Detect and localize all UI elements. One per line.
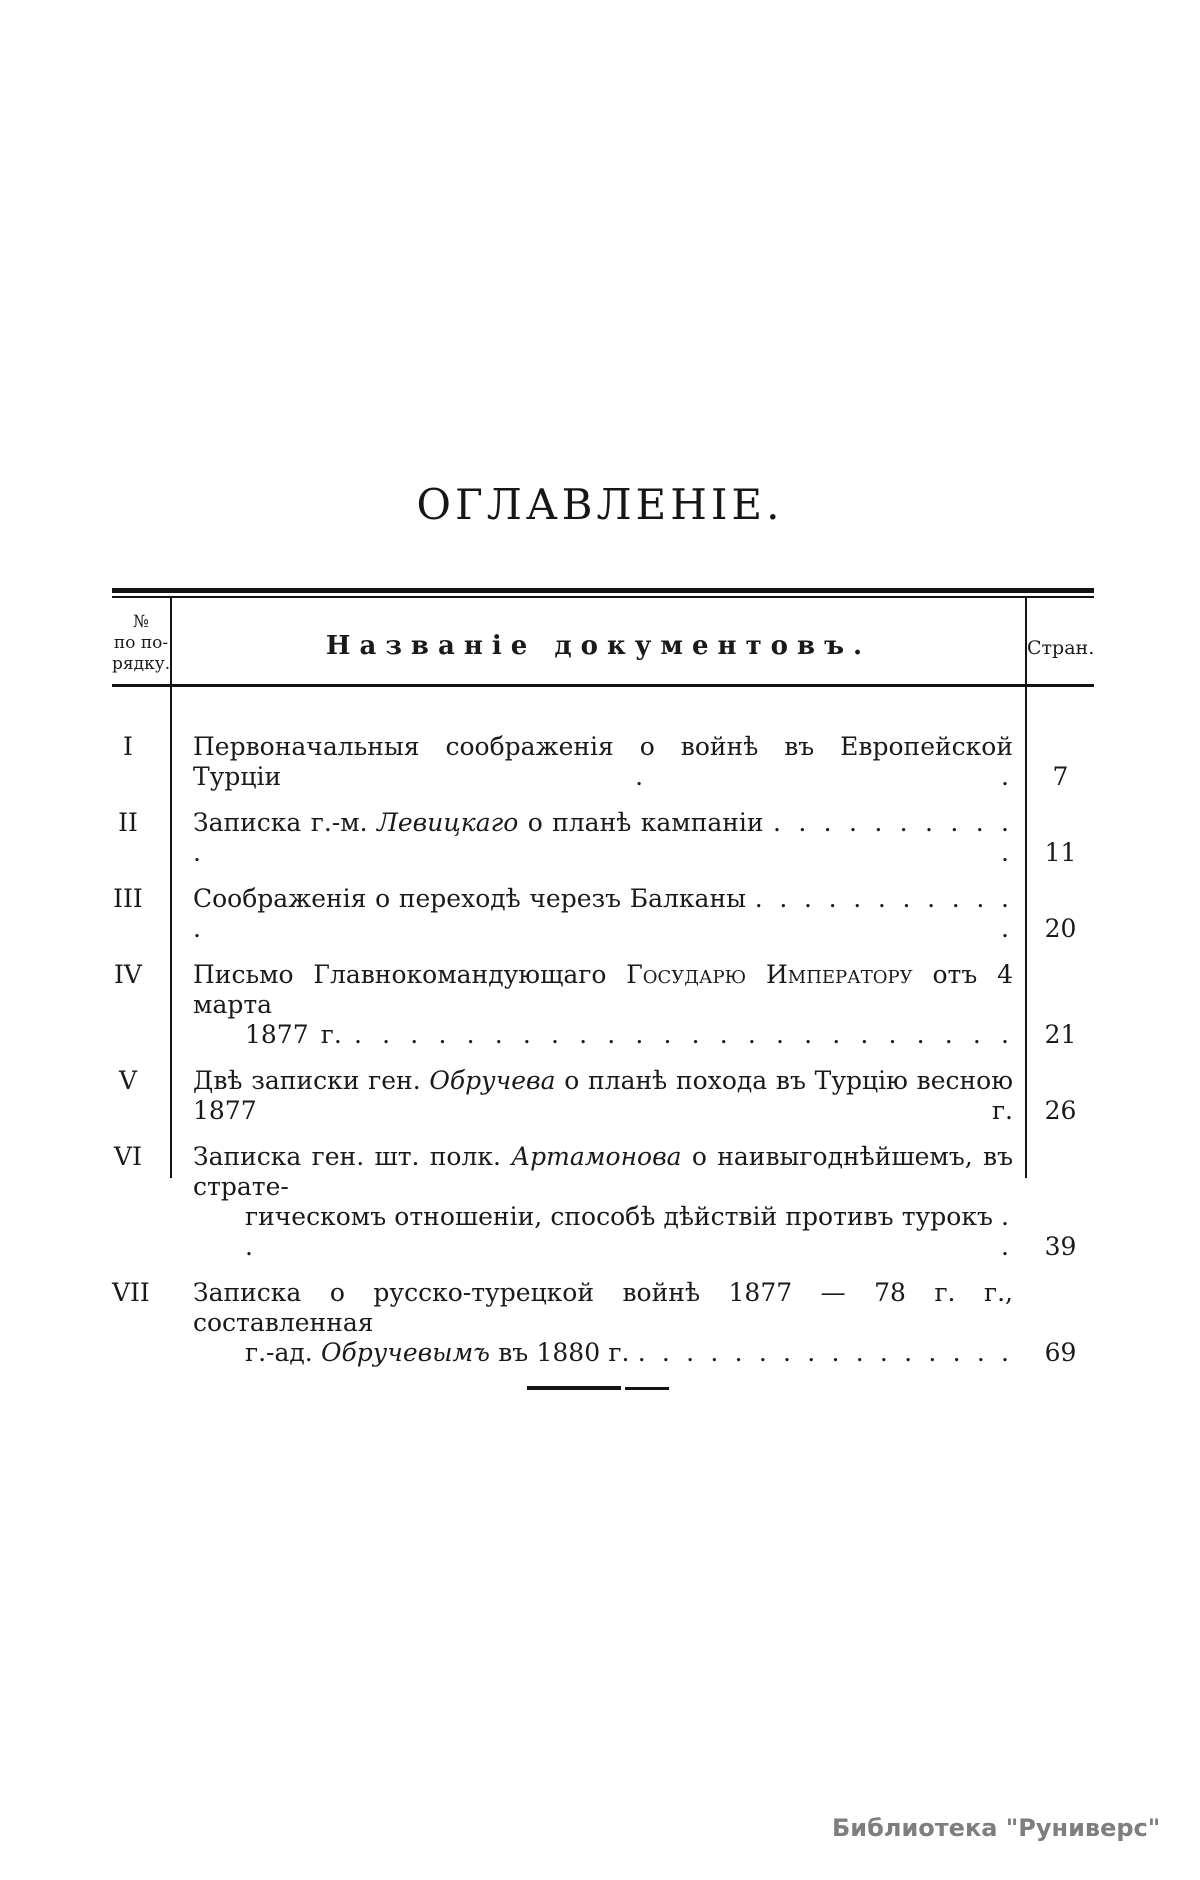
row-title-line: [193, 884, 1013, 944]
toc-row: [112, 884, 1094, 944]
text-segment: о планѣ кампаніи: [518, 808, 773, 837]
header-page-label: Стран.: [1027, 637, 1095, 659]
row-title: [170, 1066, 1027, 1126]
text-segment: о наивыгоднѣйшемъ, въ страте-: [193, 1142, 1013, 1201]
table-top-rule: [112, 588, 1094, 598]
row-title-line: [193, 1278, 1013, 1338]
dot-leader: . . .: [245, 1202, 1013, 1261]
header-number-line2: по по-: [113, 632, 169, 653]
dot-leader: . . . . . . . . . . . . .: [193, 884, 1014, 943]
toc-rows: [112, 687, 1094, 1367]
row-number: I: [123, 732, 133, 761]
text-segment: Соображенія о переходѣ черезъ Балканы: [193, 884, 755, 913]
row-title-line: [193, 1338, 1013, 1368]
text-segment: Записка ген. шт. полк.: [193, 1142, 512, 1171]
header-number-line3: рядку.: [112, 653, 171, 674]
row-page-number: 11: [1044, 838, 1077, 867]
header-number-line1: №: [132, 611, 150, 632]
text-segment: о планѣ похода въ Турцію весною 1877 г.: [193, 1066, 1013, 1125]
toc-row: [112, 960, 1094, 1050]
text-segment: въ 1880 г.: [489, 1338, 638, 1367]
row-page-number: 21: [1044, 1020, 1077, 1049]
text-segment: отъ 4 марта: [193, 960, 1014, 1019]
row-title: [170, 808, 1027, 868]
text-segment: Записка г.-м.: [193, 808, 378, 837]
toc-header: [112, 598, 1094, 684]
row-number: IV: [114, 960, 142, 989]
row-page-number: 39: [1044, 1232, 1077, 1261]
row-title-line: [193, 1142, 1013, 1202]
row-title: [170, 1142, 1027, 1262]
text-segment: Записка о русско-турецкой войнѣ 1877 — 78 г. г., составленная: [193, 1278, 1013, 1337]
row-number: VII: [112, 1278, 150, 1307]
row-title-line: [193, 960, 1013, 1020]
toc-row: [112, 1278, 1094, 1368]
text-segment: Артамонова: [511, 1142, 682, 1171]
row-title: [170, 884, 1027, 944]
row-title: [170, 960, 1027, 1050]
dot-leader: . . . . . . . . . . . . . . . . . . . . . . . .: [354, 1020, 1014, 1049]
header-name-label: Названіе документовъ.: [325, 631, 872, 661]
text-segment: Государю Императору: [626, 960, 913, 989]
header-number-label: [112, 608, 170, 675]
divider-segment-long: [527, 1386, 621, 1390]
row-title-line: [193, 808, 1013, 868]
row-title: [170, 1278, 1027, 1368]
divider-segment-short: [625, 1387, 669, 1390]
toc-row: [112, 808, 1094, 868]
row-number: VI: [114, 1142, 142, 1171]
page-title: ОГЛАВЛЕНІЕ.: [416, 480, 784, 529]
row-page-number: 26: [1044, 1096, 1077, 1125]
watermark: Библиотека "Руниверс": [832, 1814, 1161, 1842]
toc-row: [112, 1142, 1094, 1262]
text-segment: Первоначальныя соображенія о войнѣ въ Европейской Турціи: [193, 732, 1013, 791]
toc-row: [112, 1066, 1094, 1126]
text-segment: Письмо Главнокомандующаго: [193, 960, 627, 989]
row-number: II: [118, 808, 138, 837]
row-title-line: [193, 732, 1013, 792]
row-title-line: [193, 1020, 1013, 1050]
dot-leader: . . . . . . . . . . . .: [193, 808, 1013, 867]
row-page-number: 7: [1052, 762, 1069, 791]
toc-row: [112, 732, 1094, 792]
row-page-number: 69: [1044, 1338, 1077, 1367]
text-segment: гическомъ отношеніи, способѣ дѣйствій противъ турокъ: [245, 1202, 1002, 1231]
text-segment: г.-ад.: [245, 1338, 322, 1367]
row-title-line: [193, 1202, 1013, 1262]
section-divider: [527, 1386, 669, 1390]
row-title-line: [193, 1066, 1013, 1126]
text-segment: 1877 г.: [245, 1020, 355, 1049]
dot-leader: . .: [281, 762, 1013, 791]
row-number: V: [118, 1066, 138, 1095]
dot-leader: . . . . . . . . . . . . . . . .: [637, 1338, 1013, 1367]
text-segment: Обручевымъ: [321, 1338, 490, 1367]
row-page-number: 20: [1044, 914, 1077, 943]
text-segment: Левицкаго: [377, 808, 519, 837]
row-number: III: [113, 884, 143, 913]
text-segment: Обручева: [429, 1066, 556, 1095]
row-title: [170, 732, 1027, 792]
text-segment: Двѣ записки ген.: [193, 1066, 430, 1095]
toc-table: [112, 588, 1095, 1367]
